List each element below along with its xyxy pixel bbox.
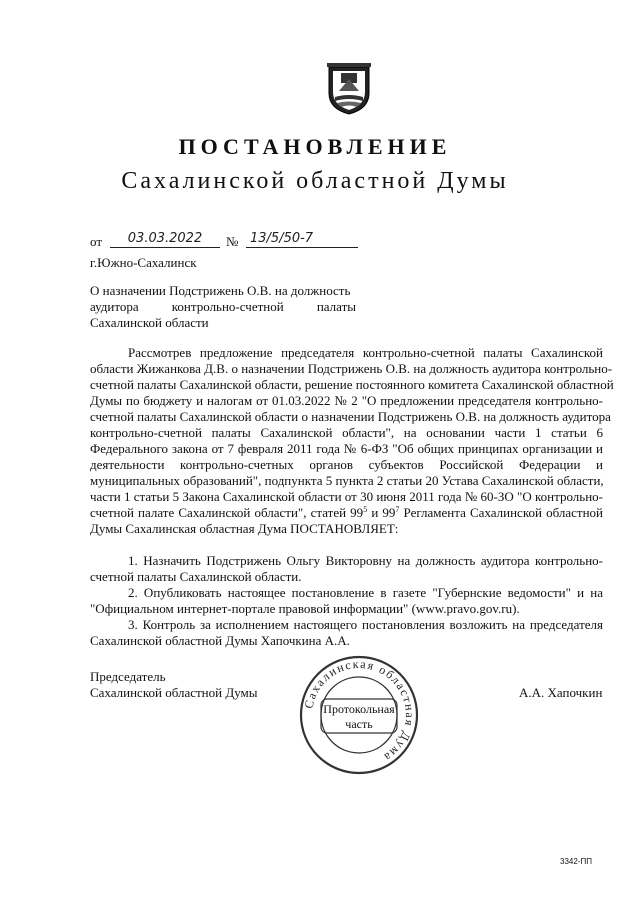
handwritten-date: 03.03.2022 <box>110 231 220 248</box>
issuing-body: Сахалинской областной Думы <box>121 168 509 194</box>
subject-word: контрольно-счетной <box>171 299 284 314</box>
body-line: счетной палаты Сахалинской области о назначении Подстрижень О.В. на должность аудитора <box>90 409 611 424</box>
point-1-line: 1. Назначить Подстрижень Ольгу Викторовну на должность аудитора контрольно- <box>128 553 603 568</box>
body-line: части 1 статьи 5 Закона Сахалинской области от 30 июня 2011 года № 60-ЗО "О контрольно- <box>90 489 603 504</box>
body-text: счетной палате Сахалинской области", статей 99 <box>90 505 364 520</box>
point-1-line: счетной палаты Сахалинской области. <box>90 569 302 584</box>
stamp-center-text: часть <box>345 717 373 731</box>
body-line: счетной палаты Сахалинской области, решение постоянного комитета Сахалинской областной <box>90 377 614 392</box>
point-3-line: 3. Контроль за исполнением настоящего постановления возложить на председателя <box>128 617 603 632</box>
body-line: Федерального закона от 7 февраля 2011 года № 6-ФЗ "Об общих принципах организации и <box>90 441 603 456</box>
official-stamp <box>298 654 420 776</box>
document-title: ПОСТАНОВЛЕНИЕ <box>178 134 452 159</box>
handwritten-number: 13/5/50-7 <box>246 231 358 248</box>
subject-line <box>90 299 356 315</box>
subject-line: Сахалинской области <box>90 315 209 330</box>
point-2-line: "Официальном интернет-портале правовой информации" (www.pravo.gov.ru). <box>90 601 520 616</box>
stamp-center-text: Протокольная <box>323 702 395 716</box>
superscript: 7 <box>395 505 400 514</box>
body-line: деятельности контрольно-счетных органов субъектов Российской Федерации и <box>90 457 603 472</box>
coat-of-arms-emblem <box>327 63 371 115</box>
city: г.Южно-Сахалинск <box>90 255 197 270</box>
body-line <box>90 505 603 521</box>
body-text: Регламента Сахалинской областной <box>399 505 603 520</box>
body-text: и 99 <box>367 505 396 520</box>
body-line: Думы Сахалинская областная Дума ПОСТАНОВЛЯЕТ: <box>90 521 399 536</box>
point-3-line: Сахалинской областной Думы Хапочкина А.А. <box>90 633 350 648</box>
point-2-line: 2. Опубликовать настоящее постановление в газете "Губернские ведомости" и на <box>128 585 603 600</box>
subject-word: аудитора <box>90 299 139 314</box>
signatory-name: А.А. Хапочкин <box>519 685 603 700</box>
number-prefix: № <box>226 234 239 249</box>
document-code: 3342-ПП <box>560 857 592 866</box>
signatory-title: Сахалинской областной Думы <box>90 685 258 700</box>
body-line: области Жижанкова Д.В. о назначении Подстрижень О.В. на должность аудитора контрольно- <box>90 361 613 376</box>
subject-word: палаты <box>316 299 356 314</box>
body-line: муниципальных образований", подпункта 5 пункта 2 статьи 20 Устава Сахалинской области, <box>90 473 604 488</box>
date-prefix: от <box>90 234 103 249</box>
body-line: Рассмотрев предложение председателя контрольно-счетной палаты Сахалинской <box>128 345 603 360</box>
body-line: Думы по бюджету и налогам от 01.03.2022 № 2 "О предложении председателя контрольно- <box>90 393 603 408</box>
body-line: контрольно-счетной палаты Сахалинской области", на основании части 1 статьи 6 <box>90 425 603 440</box>
superscript: 5 <box>363 505 368 514</box>
stamp-ring-text: Сахалинская областная Дума <box>301 656 418 766</box>
signatory-title: Председатель <box>90 669 166 684</box>
subject-line: О назначении Подстрижень О.В. на должность <box>90 283 351 298</box>
